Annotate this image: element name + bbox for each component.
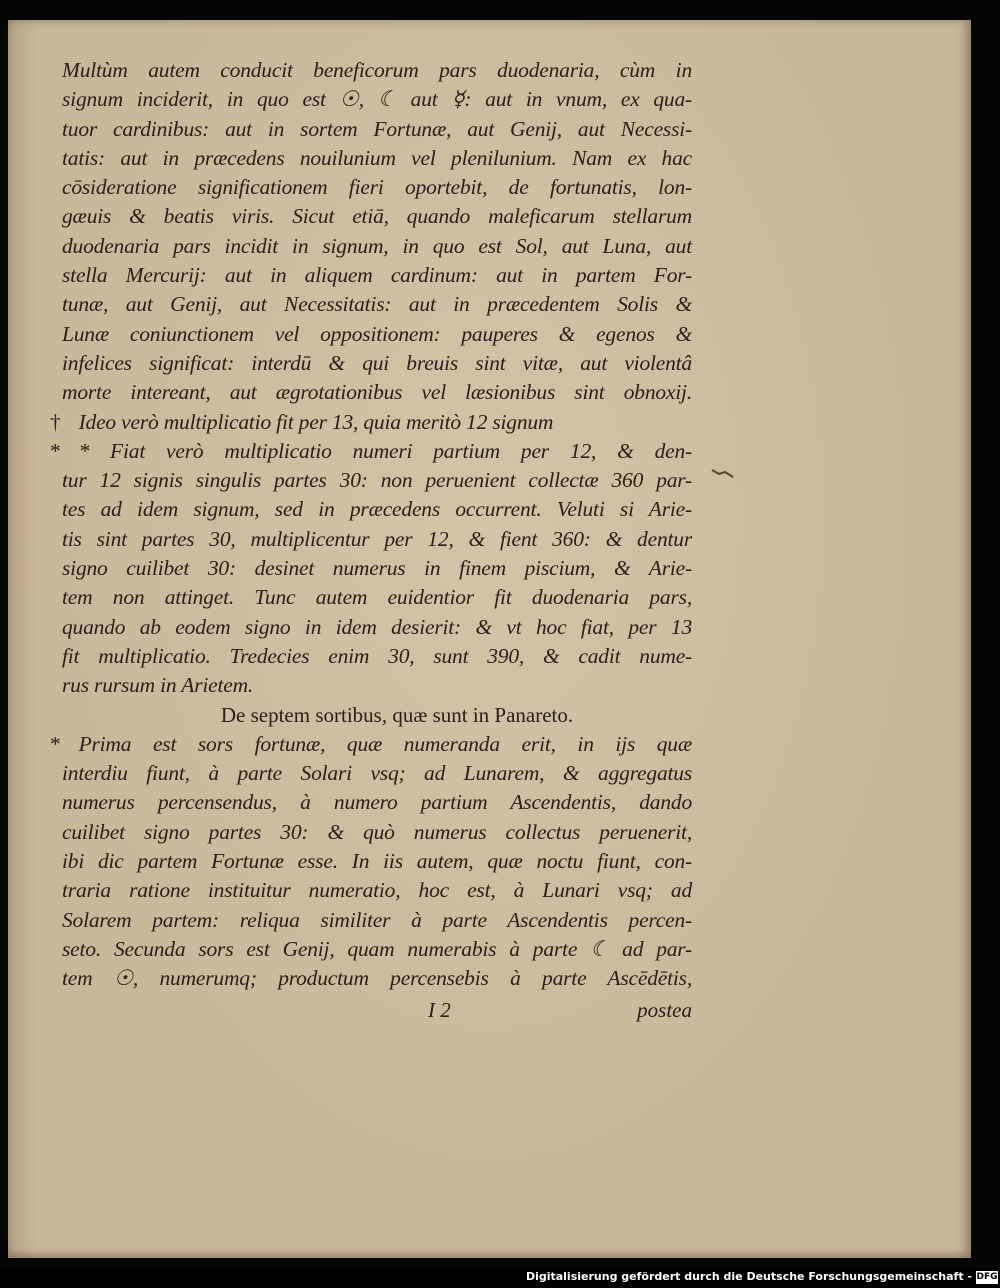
signature-mark: I 2 <box>428 997 451 1022</box>
text-line: cōsideratione significationem fieri oportebit, de fortunatis, lon- <box>62 175 692 200</box>
text-line: duodenaria pars incidit in signum, in quo est Sol, aut Luna, aut <box>62 233 692 258</box>
text-line: signo cuilibet 30: desinet numerus in finem piscium, & Arie- <box>62 556 692 581</box>
text-line: tunæ, aut Genij, aut Necessitatis: aut in præcedentem Solis & <box>62 292 692 317</box>
text-line: traria ratione instituitur numeratio, hoc est, à Lunari vsq; ad <box>62 878 692 903</box>
digitization-credit: Digitalisierung gefördert durch die Deutsche Forschungsgemeinschaft - <box>525 1270 972 1283</box>
text-line: interdiu fiunt, à parte Solari vsq; ad Lunarem, & aggregatus <box>62 761 692 786</box>
dagger-note <box>50 408 692 437</box>
star-note-line <box>50 437 692 466</box>
text-line: Multùm autem conducit beneficorum pars duodenaria, cùm in <box>62 58 692 82</box>
text-line: cuilibet signo partes 30: & quò numerus collectus peruenerit, <box>62 819 692 844</box>
section-star-mark: * <box>50 731 61 756</box>
margin-pencil-mark <box>711 468 735 478</box>
dagger-note-text: Ideo verò multiplicatio fit per 13, quia meritò 12 signum <box>78 409 554 434</box>
text-line: seto. Secunda sors est Genij, quam numerabis à parte ☾ ad par- <box>62 936 692 961</box>
section-first-text: Prima est sors fortunæ, quæ numeranda erit, in ijs quæ <box>78 731 692 756</box>
text-line: fit multiplicatio. Tredecies enim 30, sunt 390, & cadit nume- <box>62 643 692 668</box>
text-line: tur 12 signis singulis partes 30: non peruenient collectæ 360 par- <box>62 468 692 493</box>
section-first-line <box>50 730 692 759</box>
text-line: tem ☉, numerumq; productum percensebis à parte Ascēdētis, <box>62 966 692 991</box>
text-line: numerus percensendus, à numero partium Ascendentis, dando <box>62 790 692 815</box>
text-line: infelices significat: interdū & qui breuis sint vitæ, aut violentâ <box>62 350 692 375</box>
text-line: tuor cardinibus: aut in sortem Fortunæ, aut Genij, aut Necessi- <box>62 116 692 141</box>
text-line: Lunæ coniunctionem vel oppositionem: pauperes & egenos & <box>62 321 692 346</box>
text-line: tes ad idem signum, sed in præcedens occurrent. Veluti si Arie- <box>62 497 692 522</box>
text-line: tatis: aut in præcedens nouilunium vel plenilunium. Nam ex hac <box>62 145 692 170</box>
text-line: rus rursum in Arietem. <box>62 673 254 698</box>
page-text <box>50 56 692 1026</box>
section-heading: De septem sortibus, quæ sunt in Panareto. <box>220 702 574 727</box>
star-mark: * <box>50 438 61 463</box>
section-paragraph <box>50 730 692 994</box>
star-note <box>50 437 692 701</box>
dfg-logo: DFG <box>976 1272 998 1282</box>
text-line: tis sint partes 30, multiplicentur per 12, & fient 360: & dentur <box>62 526 692 551</box>
text-line: ibi dic partem Fortunæ esse. In iis autem, quæ noctu fiunt, con- <box>62 849 692 874</box>
text-line: stella Mercurij: aut in aliquem cardinum: aut in partem For- <box>62 263 692 288</box>
text-line: gæuis & beatis viris. Sicut etiā, quando maleficarum stellarum <box>62 204 692 229</box>
star-note-text: * Fiat verò multiplicatio numeri partium per 12, & den- <box>78 438 692 463</box>
text-line: tem non attinget. Tunc autem euidentior fit duodenaria pars, <box>62 585 692 610</box>
catchword: postea <box>637 997 692 1022</box>
text-line: morte intereant, aut ægrotationibus vel læsionibus sint obnoxij. <box>62 380 692 405</box>
text-line: Solarem partem: reliqua similiter à parte Ascendentis percen- <box>62 907 692 932</box>
main-paragraph <box>62 56 692 408</box>
text-line: signum inciderit, in quo est ☉, ☾ aut ☿: aut in vnum, ex qua- <box>62 87 692 112</box>
text-line: quando ab eodem signo in idem desierit: & vt hoc fiat, per 13 <box>62 614 692 639</box>
page-footer <box>62 994 692 1026</box>
dagger-mark: † <box>50 409 61 434</box>
